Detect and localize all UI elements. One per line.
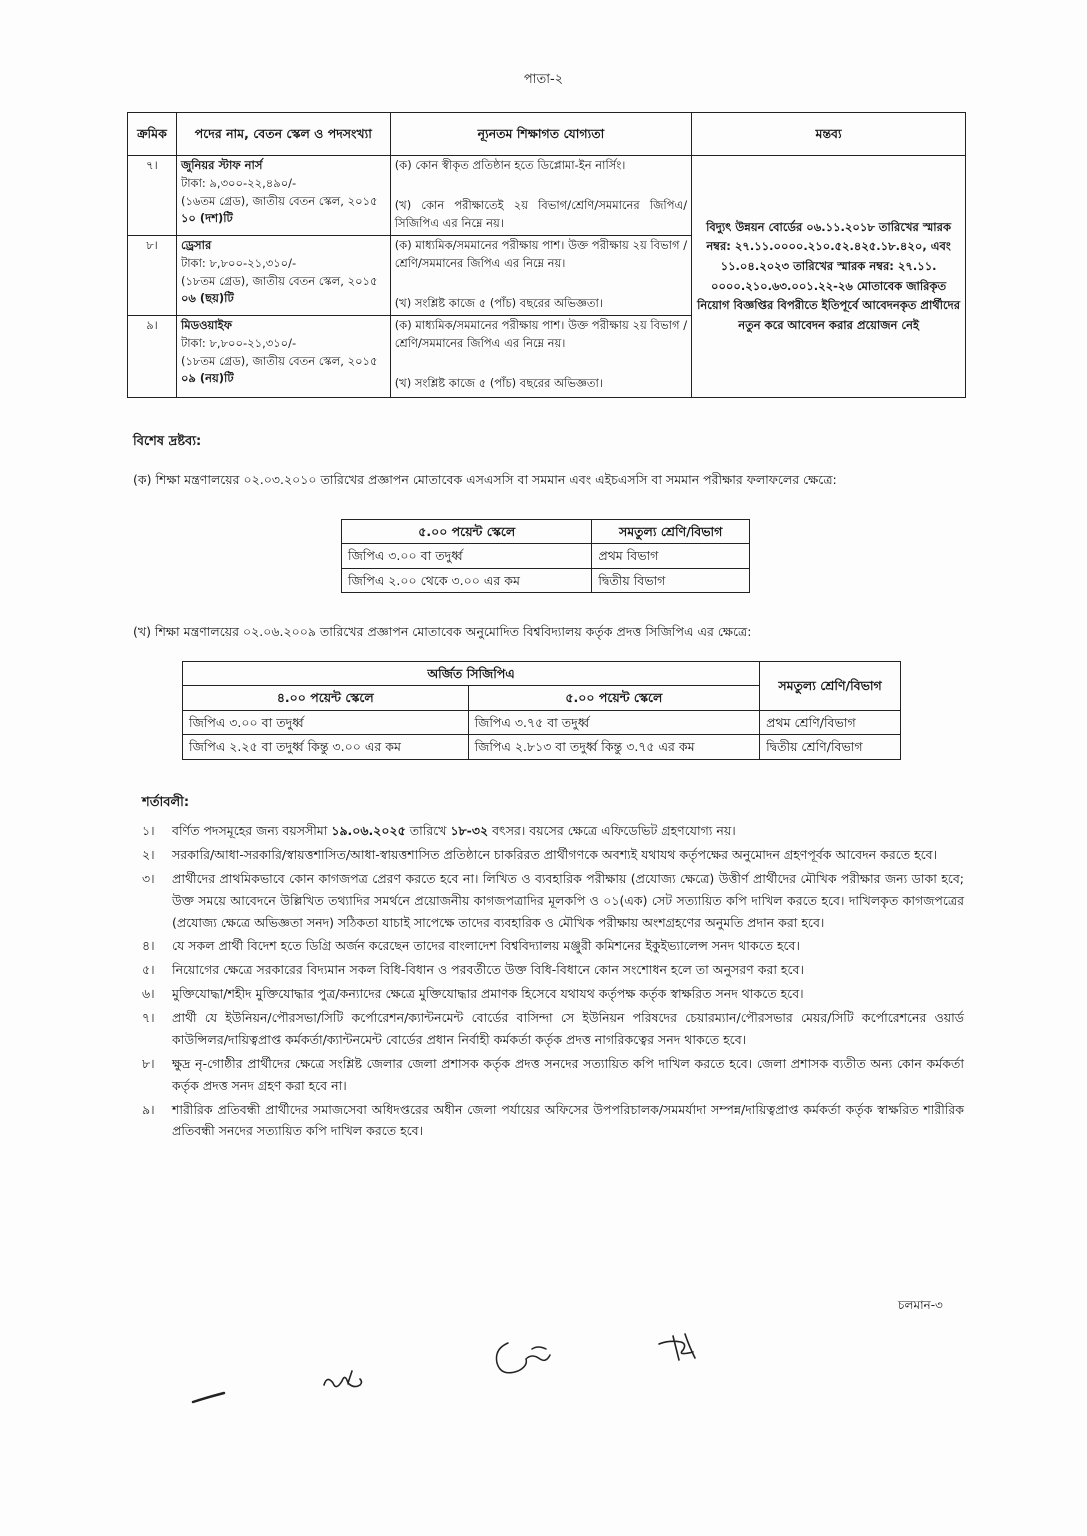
condition-text: যে সকল প্রার্থী বিদেশ হতে ডিগ্রি অর্জন করেছেন তাদের বাংলাদেশ বিশ্ববিদ্যালয় মঞ্জুরী কমিশনের ইকুইভ্যালেন্স সনদ থাকতে হবে। bbox=[172, 938, 800, 954]
list-item bbox=[142, 1099, 964, 1143]
posts-table bbox=[127, 112, 966, 398]
remark-cell: বিদ্যুৎ উন্নয়ন বোর্ডের ০৬.১১.২০১৮ তারিখের স্মারক নম্বর: ২৭.১১.০০০০.২১০.৫২.৪২৫.১৮.৪২০, এবং ১১.০৪.২০২৩ তারিখের স্মারক নম্বর: ২৭.১১. ০০০০.২১০.৬৩.০০১.২২-২৬ মোতাবেক জারিকৃত নিয়োগ বিজ্ঞপ্তির বিপরীতে ইতিপূর্বে আবেদনকৃত প্রার্থীদের নতুন করে আবেদন করার প্রয়োজন নেই bbox=[692, 156, 966, 398]
post-grade: (১৮তম গ্রেড), জাতীয় বেতন স্কেল, ২০১৫ bbox=[180, 273, 378, 288]
condition-text: মুক্তিযোদ্ধা/শহীদ মুক্তিযোদ্ধার পুত্র/কন্যাদের ক্ষেত্রে মুক্তিযোদ্ধার প্রমাণক হিসেবে যথাযথ কর্তৃপক্ষ কর্তৃক স্বাক্ষরিত সনদ থাকতে হবে। bbox=[172, 986, 804, 1002]
qualification-a: (ক) মাধ্যমিক/সমমানের পরীক্ষায় পাশ। উক্ত পরীক্ষায় ২য় বিভাগ /শ্রেণি/সমমানের জিপিএ এর নিম্নে নয়। bbox=[394, 238, 688, 270]
special-note-para-b: (খ) শিক্ষা মন্ত্রণালয়ের ০২.০৬.২০০৯ তারিখের প্রজ্ঞাপন মোতাবেক অনুমোদিত বিশ্ববিদ্যালয় কর্তৃক প্রদত্ত সিজিপিএ এর ক্ষেত্রে: bbox=[133, 624, 752, 639]
table-row bbox=[342, 568, 750, 592]
table-cell: জিপিএ ২.০০ থেকে ৩.০০ এর কম bbox=[342, 568, 592, 592]
continuation-label: চলমান-৩ bbox=[898, 1298, 943, 1312]
table-row bbox=[183, 710, 901, 734]
cgpa-equiv-header: সমতুল্য শ্রেণি/বিভাগ bbox=[760, 662, 901, 711]
post-grade: (১৮তম গ্রেড), জাতীয় বেতন স্কেল, ২০১৫ bbox=[180, 353, 378, 368]
table-cell: প্রথম বিভাগ bbox=[592, 544, 750, 568]
qualification-cell bbox=[390, 316, 691, 398]
post-pay: টাকা: ৮,৮০০-২১,৩১০/- bbox=[180, 335, 297, 350]
signature bbox=[488, 1335, 560, 1381]
post-name: ড্রেসার bbox=[180, 238, 212, 252]
post-grade: (১৬তম গ্রেড), জাতীয় বেতন স্কেল, ২০১৫ bbox=[180, 193, 378, 208]
qualification-a: (ক) মাধ্যমিক/সমমানের পরীক্ষায় পাশ। উক্ত পরীক্ষায় ২য় বিভাগ /শ্রেণি/সমমানের জিপিএ এর নিম্নে নয়। bbox=[394, 318, 688, 350]
list-item bbox=[142, 868, 964, 934]
post-count: ০৬ (ছয়)টি bbox=[180, 291, 234, 306]
condition-number: ৭। bbox=[142, 1010, 155, 1025]
age-range: ১৮-৩২ bbox=[450, 823, 489, 838]
post-name: মিডওয়াইফ bbox=[180, 318, 233, 332]
condition-text-part: বর্ণিত পদসমূহের জন্য বয়সসীমা bbox=[172, 823, 332, 838]
condition-number: ৯। bbox=[142, 1101, 155, 1117]
age-limit-date: ১৯.০৬.২০২৫ bbox=[331, 823, 406, 838]
cgpa-group-header: অর্জিত সিজিপিএ bbox=[183, 662, 760, 686]
header-post: পদের নাম, বেতন স্কেল ও পদসংখ্যা bbox=[176, 113, 390, 156]
gpa-header-scale: ৫.০০ পয়েন্ট স্কেলে bbox=[342, 520, 592, 544]
table-cell: প্রথম শ্রেণি/বিভাগ bbox=[760, 710, 901, 734]
table-cell: জিপিএ ৩.৭৫ বা তদুর্ধ্ব bbox=[468, 710, 760, 734]
table-cell: জিপিএ ২.৮১৩ বা তদুর্ধ্ব কিন্তু ৩.৭৫ এর কম bbox=[468, 735, 760, 759]
qualification-b: (খ) সংশ্লিষ্ট কাজে ৫ (পাঁচ) বছরের অভিজ্ঞতা। bbox=[394, 295, 604, 310]
condition-number: ৮। bbox=[142, 1055, 155, 1071]
qualification-cell bbox=[390, 236, 691, 316]
special-note-title: বিশেষ দ্রষ্টব্য: bbox=[133, 434, 202, 449]
condition-text: নিয়োগের ক্ষেত্রে সরকারের বিদ্যমান সকল বিধি-বিধান ও পরবর্তীতে উক্ত বিধি-বিধানে কোন সংশোধন হলে তা অনুসরণ করা হবে। bbox=[172, 962, 804, 978]
signature-mark bbox=[190, 1385, 230, 1409]
list-item bbox=[142, 935, 964, 957]
table-row bbox=[183, 735, 901, 759]
list-item bbox=[142, 820, 964, 842]
condition-text bbox=[172, 820, 964, 842]
posts-header-row bbox=[128, 113, 966, 156]
post-count: ০৯ (নয়)টি bbox=[180, 371, 234, 386]
header-qualification: ন্যূনতম শিক্ষাগত যোগ্যতা bbox=[390, 113, 691, 156]
condition-text-part: তারিখে bbox=[405, 823, 451, 838]
serial-cell: ৯। bbox=[128, 316, 177, 398]
post-pay: টাকা: ৯,৩০০-২২,৪৯০/- bbox=[180, 175, 297, 190]
list-item bbox=[142, 983, 964, 1005]
condition-number: ৬। bbox=[142, 986, 155, 1002]
condition-number: ২। bbox=[142, 846, 155, 862]
post-pay: টাকা: ৮,৮০০-২১,৩১০/- bbox=[180, 255, 297, 270]
post-cell bbox=[176, 156, 390, 236]
table-row bbox=[128, 156, 966, 236]
post-count: ১০ (দশ)টি bbox=[180, 211, 233, 226]
condition-text: প্রার্থী যে ইউনিয়ন/পৌরসভা/সিটি কর্পোরেশন/ক্যান্টনমেন্ট বোর্ডের বাসিন্দা সে ইউনিয়ন পরিষদের চেয়ারম্যান/পৌরসভার মেয়র/সিটি কর্পোরেশনের ওয়ার্ড কাউন্সিলর/দায়িত্বপ্রাপ্ত কর্মকর্তা/ক্যান্টনমেন্ট বোর্ডের প্রধান নির্বাহী কর্মকর্তা কর্তৃক প্রদত্ত নাগরিকত্বের সনদ থাকতে হবে। bbox=[172, 1010, 964, 1047]
cgpa-subheader-4: ৪.০০ পয়েন্ট স্কেলে bbox=[183, 686, 469, 710]
table-row bbox=[183, 662, 901, 686]
signature bbox=[655, 1330, 701, 1366]
condition-number: ৩। bbox=[142, 870, 155, 886]
cgpa-equivalence-table bbox=[182, 661, 901, 760]
header-remark: মন্তব্য bbox=[692, 113, 966, 156]
condition-text: ক্ষুদ্র নৃ-গোষ্ঠীর প্রার্থীদের ক্ষেত্রে সংশ্লিষ্ট জেলার জেলা প্রশাসক কর্তৃক প্রদত্ত সনদের সত্যায়িত কপি দাখিল করতে হবে। জেলা প্রশাসক ব্যতীত অন্য কোন কর্মকর্তা কর্তৃক প্রদত্ত সনদ গ্রহণ করা হবে না। bbox=[172, 1055, 964, 1093]
condition-text: সরকারি/আধা-সরকারি/স্বায়ত্তশাসিত/আধা-স্বায়ত্তশাসিত প্রতিষ্ঠানে চাকরিরত প্রার্থীগণকে অবশ্যই যথাযথ কর্তৃপক্ষের অনুমোদন গ্রহণপূর্বক আবেদন করতে হবে। bbox=[172, 846, 938, 862]
qualification-b: (খ) সংশ্লিষ্ট কাজে ৫ (পাঁচ) বছরের অভিজ্ঞতা। bbox=[394, 375, 604, 390]
table-row bbox=[342, 520, 750, 544]
special-note-para-a: (ক) শিক্ষা মন্ত্রণালয়ের ০২.০৩.২০১০ তারিখের প্রজ্ঞাপন মোতাবেক এসএসসি বা সমমান এবং এইচএসসি বা সমমান পরীক্ষার ফলাফলের ক্ষেত্রে: bbox=[133, 472, 837, 487]
header-serial: ক্রমিক bbox=[128, 113, 177, 156]
condition-text: শারীরিক প্রতিবন্ধী প্রার্থীদের সমাজসেবা অধিদপ্তরের অধীন জেলা পর্যায়ের অফিসের উপপরিচালক/সমমর্যাদা সম্পন্ন/দায়িত্বপ্রাপ্ত কর্মকর্তা কর্তৃক স্বাক্ষরিত শারীরিক প্রতিবন্ধী সনদের সত্যায়িত কপি দাখিল করতে হবে। bbox=[172, 1101, 964, 1139]
signature bbox=[318, 1363, 366, 1403]
qualification-cell bbox=[390, 156, 691, 236]
condition-number: ৫। bbox=[142, 962, 155, 978]
cgpa-subheader-5: ৫.০০ পয়েন্ট স্কেলে bbox=[468, 686, 760, 710]
list-item bbox=[142, 844, 964, 866]
post-cell bbox=[176, 236, 390, 316]
table-cell: দ্বিতীয় বিভাগ bbox=[592, 568, 750, 592]
condition-text-part: বৎসর। বয়সের ক্ষেত্রে এফিডেভিট গ্রহণযোগ্য নয়। bbox=[488, 823, 736, 838]
serial-cell: ৭। bbox=[128, 156, 177, 236]
list-item bbox=[142, 1007, 964, 1051]
table-row bbox=[342, 544, 750, 568]
list-item bbox=[142, 1053, 964, 1097]
table-cell: জিপিএ ২.২৫ বা তদুর্ধ্ব কিন্তু ৩.০০ এর কম bbox=[183, 735, 469, 759]
table-cell: জিপিএ ৩.০০ বা তদুর্ধ্ব bbox=[342, 544, 592, 568]
list-item bbox=[142, 959, 964, 981]
conditions-title: শর্তাবলী: bbox=[142, 795, 190, 810]
serial-cell: ৮। bbox=[128, 236, 177, 316]
post-cell bbox=[176, 316, 390, 398]
qualification-a: (ক) কোন স্বীকৃত প্রতিষ্ঠান হতে ডিপ্লোমা-ইন নার্সিং। bbox=[394, 158, 626, 172]
gpa-equivalence-table bbox=[341, 519, 750, 593]
condition-number: ১। bbox=[142, 823, 155, 838]
table-cell: জিপিএ ৩.০০ বা তদুর্ধ্ব bbox=[183, 710, 469, 734]
qualification-b: (খ) কোন পরীক্ষাতেই ২য় বিভাগ/শ্রেণি/সমমানের জিপিএ/ সিজিপিএ এর নিম্নে নয়। bbox=[394, 197, 688, 230]
post-name: জুনিয়র স্টাফ নার্স bbox=[180, 158, 263, 172]
condition-text: প্রার্থীদের প্রাথমিকভাবে কোন কাগজপত্র প্রেরণ করতে হবে না। লিখিত ও ব্যবহারিক পরীক্ষায় (প্রযোজ্য ক্ষেত্রে) উত্তীর্ণ প্রার্থীদের মৌখিক পরীক্ষার জন্য ডাকা হবে; উক্ত সময়ে আবেদনে উল্লিখিত তথ্যাদির সমর্থনে প্রয়োজনীয় কাগজপত্রাদির মূলকপি ও ০১(এক) সেট সত্যায়িত কপি দাখিল করতে হবে। দাখিলকৃত কাগজপত্রের (প্রযোজ্য ক্ষেত্রে অভিজ্ঞতা সনদ) সঠিকতা যাচাই সাপেক্ষে তাদের ব্যবহারিক ও মৌখিক পরীক্ষায় অংশগ্রহণের অনুমতি প্রদান করা হবে। bbox=[172, 870, 964, 930]
gpa-header-equiv: সমতুল্য শ্রেণি/বিভাগ bbox=[592, 520, 750, 544]
conditions-list bbox=[142, 820, 964, 1144]
condition-number: ৪। bbox=[142, 938, 155, 954]
table-cell: দ্বিতীয় শ্রেণি/বিভাগ bbox=[760, 735, 901, 759]
page-number: পাতা-২ bbox=[523, 72, 564, 87]
